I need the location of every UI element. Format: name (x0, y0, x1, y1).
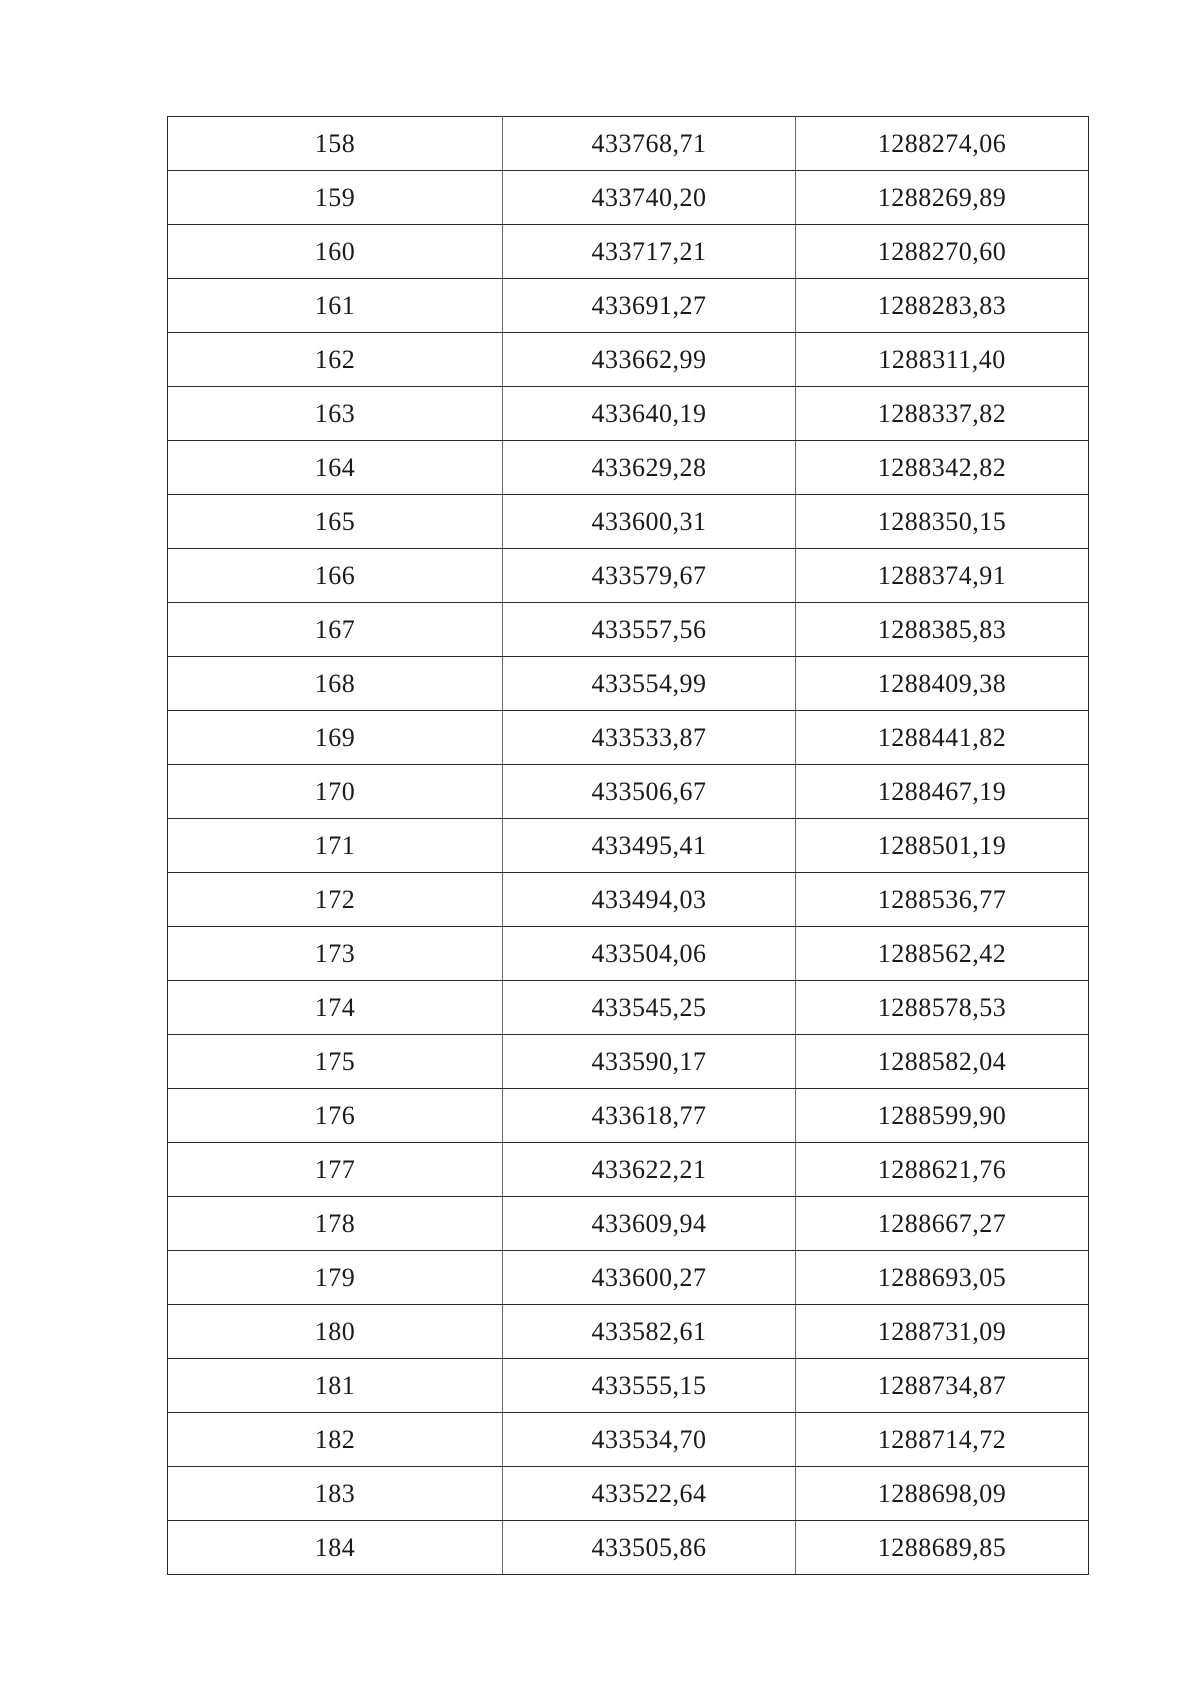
y-coordinate-cell: 1288350,15 (796, 495, 1089, 549)
x-coordinate-cell: 433505,86 (503, 1521, 796, 1575)
table-row (168, 1089, 1089, 1143)
table-row (168, 873, 1089, 927)
x-coordinate-cell: 433768,71 (503, 117, 796, 171)
coordinates-table (167, 116, 1089, 1575)
point-number-cell: 167 (168, 603, 503, 657)
x-coordinate-cell: 433555,15 (503, 1359, 796, 1413)
y-coordinate-cell: 1288337,82 (796, 387, 1089, 441)
y-coordinate-cell: 1288536,77 (796, 873, 1089, 927)
point-number-cell: 165 (168, 495, 503, 549)
point-number-cell: 160 (168, 225, 503, 279)
table-row (168, 1197, 1089, 1251)
point-number-cell: 170 (168, 765, 503, 819)
point-number-cell: 182 (168, 1413, 503, 1467)
table-row (168, 225, 1089, 279)
table-row (168, 603, 1089, 657)
x-coordinate-cell: 433494,03 (503, 873, 796, 927)
point-number-cell: 166 (168, 549, 503, 603)
x-coordinate-cell: 433582,61 (503, 1305, 796, 1359)
y-coordinate-cell: 1288385,83 (796, 603, 1089, 657)
table-row (168, 981, 1089, 1035)
x-coordinate-cell: 433629,28 (503, 441, 796, 495)
point-number-cell: 162 (168, 333, 503, 387)
y-coordinate-cell: 1288467,19 (796, 765, 1089, 819)
x-coordinate-cell: 433609,94 (503, 1197, 796, 1251)
table-row (168, 171, 1089, 225)
y-coordinate-cell: 1288562,42 (796, 927, 1089, 981)
y-coordinate-cell: 1288374,91 (796, 549, 1089, 603)
table-row (168, 819, 1089, 873)
point-number-cell: 158 (168, 117, 503, 171)
table-row (168, 279, 1089, 333)
table-row (168, 495, 1089, 549)
point-number-cell: 178 (168, 1197, 503, 1251)
y-coordinate-cell: 1288731,09 (796, 1305, 1089, 1359)
point-number-cell: 173 (168, 927, 503, 981)
y-coordinate-cell: 1288342,82 (796, 441, 1089, 495)
y-coordinate-cell: 1288582,04 (796, 1035, 1089, 1089)
table-row (168, 387, 1089, 441)
table-row (168, 711, 1089, 765)
table-row (168, 1521, 1089, 1575)
table-row (168, 1467, 1089, 1521)
y-coordinate-cell: 1288501,19 (796, 819, 1089, 873)
point-number-cell: 177 (168, 1143, 503, 1197)
y-coordinate-cell: 1288283,83 (796, 279, 1089, 333)
point-number-cell: 172 (168, 873, 503, 927)
table-row (168, 1413, 1089, 1467)
table-row (168, 927, 1089, 981)
x-coordinate-cell: 433600,27 (503, 1251, 796, 1305)
y-coordinate-cell: 1288270,60 (796, 225, 1089, 279)
table-row (168, 657, 1089, 711)
x-coordinate-cell: 433533,87 (503, 711, 796, 765)
x-coordinate-cell: 433622,21 (503, 1143, 796, 1197)
y-coordinate-cell: 1288311,40 (796, 333, 1089, 387)
y-coordinate-cell: 1288269,89 (796, 171, 1089, 225)
x-coordinate-cell: 433662,99 (503, 333, 796, 387)
x-coordinate-cell: 433557,56 (503, 603, 796, 657)
y-coordinate-cell: 1288693,05 (796, 1251, 1089, 1305)
x-coordinate-cell: 433717,21 (503, 225, 796, 279)
y-coordinate-cell: 1288734,87 (796, 1359, 1089, 1413)
x-coordinate-cell: 433545,25 (503, 981, 796, 1035)
x-coordinate-cell: 433534,70 (503, 1413, 796, 1467)
x-coordinate-cell: 433618,77 (503, 1089, 796, 1143)
point-number-cell: 174 (168, 981, 503, 1035)
table-row (168, 117, 1089, 171)
point-number-cell: 161 (168, 279, 503, 333)
table-row (168, 441, 1089, 495)
point-number-cell: 184 (168, 1521, 503, 1575)
y-coordinate-cell: 1288274,06 (796, 117, 1089, 171)
point-number-cell: 180 (168, 1305, 503, 1359)
point-number-cell: 179 (168, 1251, 503, 1305)
x-coordinate-cell: 433504,06 (503, 927, 796, 981)
table-row (168, 1143, 1089, 1197)
x-coordinate-cell: 433691,27 (503, 279, 796, 333)
table-row (168, 1035, 1089, 1089)
point-number-cell: 159 (168, 171, 503, 225)
table-row (168, 333, 1089, 387)
table-row (168, 549, 1089, 603)
x-coordinate-cell: 433506,67 (503, 765, 796, 819)
x-coordinate-cell: 433640,19 (503, 387, 796, 441)
x-coordinate-cell: 433495,41 (503, 819, 796, 873)
table-row (168, 1251, 1089, 1305)
y-coordinate-cell: 1288409,38 (796, 657, 1089, 711)
table-row (168, 1359, 1089, 1413)
x-coordinate-cell: 433579,67 (503, 549, 796, 603)
point-number-cell: 168 (168, 657, 503, 711)
x-coordinate-cell: 433554,99 (503, 657, 796, 711)
y-coordinate-cell: 1288599,90 (796, 1089, 1089, 1143)
x-coordinate-cell: 433600,31 (503, 495, 796, 549)
y-coordinate-cell: 1288714,72 (796, 1413, 1089, 1467)
point-number-cell: 175 (168, 1035, 503, 1089)
table-row (168, 765, 1089, 819)
x-coordinate-cell: 433522,64 (503, 1467, 796, 1521)
y-coordinate-cell: 1288621,76 (796, 1143, 1089, 1197)
y-coordinate-cell: 1288578,53 (796, 981, 1089, 1035)
point-number-cell: 176 (168, 1089, 503, 1143)
point-number-cell: 183 (168, 1467, 503, 1521)
point-number-cell: 164 (168, 441, 503, 495)
point-number-cell: 171 (168, 819, 503, 873)
y-coordinate-cell: 1288689,85 (796, 1521, 1089, 1575)
y-coordinate-cell: 1288698,09 (796, 1467, 1089, 1521)
y-coordinate-cell: 1288441,82 (796, 711, 1089, 765)
point-number-cell: 163 (168, 387, 503, 441)
table-row (168, 1305, 1089, 1359)
x-coordinate-cell: 433590,17 (503, 1035, 796, 1089)
x-coordinate-cell: 433740,20 (503, 171, 796, 225)
coordinates-table-body (168, 117, 1089, 1575)
point-number-cell: 181 (168, 1359, 503, 1413)
y-coordinate-cell: 1288667,27 (796, 1197, 1089, 1251)
point-number-cell: 169 (168, 711, 503, 765)
